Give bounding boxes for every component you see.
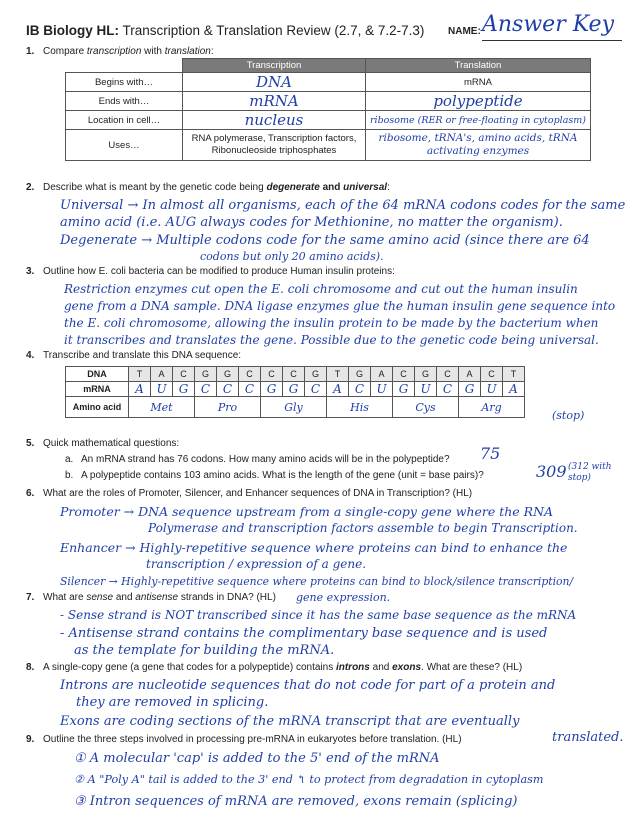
dna-base: G [305,367,327,382]
question-text: A single-copy gene (a gene that codes for a polypeptide) contains [43,662,336,673]
answer-5b: 309 [536,462,567,481]
dna-base: A [459,367,481,382]
question-term: translation [164,46,211,57]
amino-acid-row [66,397,525,418]
dna-base: C [261,367,283,382]
dna-base: G [349,367,371,382]
answer-6-line: gene expression. [296,591,391,604]
dna-base: C [173,367,195,382]
dna-base: C [239,367,261,382]
answer-8-line: translated. [552,730,624,745]
mrna-base: U [415,382,437,397]
mrna-base: U [371,382,393,397]
question-term: sense [86,592,114,603]
amino-acid: Cys [393,397,459,418]
question-text: Compare [43,46,87,57]
question-number: 7. [26,592,35,603]
table-row [66,130,591,161]
row-label: Amino acid [66,397,129,418]
table-row [66,73,591,92]
mrna-base: U [481,382,503,397]
question-number: 6. [26,488,35,499]
answer-2-line: amino acid (i.e. AUG always codes for Methionine, no matter the organism). [60,215,563,230]
answer-3-line: gene from a DNA sample. DNA ligase enzymes glue the human insulin gene sequence into [64,299,616,313]
question-text: Describe what is meant by the genetic code being [43,182,267,193]
mrna-base: A [129,382,151,397]
cell-translation: mRNA [366,73,591,92]
table-header-row [66,59,591,73]
table-row [66,111,591,130]
amino-acid: His [327,397,393,418]
answer-3-line: it transcribes and translates the gene. Possible due to the genetic code being universal. [64,333,599,347]
question-5a [65,454,450,465]
question-1 [26,46,214,57]
answer-2-line: Universal → In almost all organisms, each of the 64 mRNA codons codes for the same [60,198,626,213]
question-term: exons [392,662,422,673]
dna-base: T [327,367,349,382]
header-transcription: Transcription [183,59,366,73]
cell-transcription: mRNA [183,92,366,111]
question-7 [26,592,276,603]
dna-base: C [437,367,459,382]
question-text: : [387,182,390,193]
amino-acid: Met [129,397,195,418]
question-text: Outline the three steps involved in processing pre-mRNA in eukaryotes before translation. (HL) [43,734,462,745]
header-translation: Translation [366,59,591,73]
mrna-base: A [503,382,525,397]
answer-6-line: Silencer → Highly-repetitive sequence where proteins can bind to block/silence transcription/ [60,575,574,588]
question-text: What are [43,592,87,603]
dna-base: G [415,367,437,382]
mrna-row [66,382,525,397]
worksheet-header [26,12,616,44]
answer-7-line: - Antisense strand contains the complimentary base sequence and is used [60,626,548,641]
question-2 [26,182,390,193]
question-text: and [319,182,344,193]
compare-table [65,58,591,161]
answer-3-line: the E. coli chromosome, allowing the insulin protein to be made by the bacterium when [64,316,599,330]
question-4 [26,350,241,361]
answer-9-step: ① A molecular 'cap' is added to the 5' end of the mRNA [74,751,440,766]
dna-base: C [283,367,305,382]
dna-base: T [503,367,525,382]
dna-base: C [393,367,415,382]
amino-acid: Gly [261,397,327,418]
question-text: with [141,46,165,57]
sub-text: A polypeptide contains 103 amino acids. What is the length of the gene (unit = base pairs)? [81,470,484,481]
question-text: and [113,592,136,603]
answer-7-line: as the template for building the mRNA. [74,643,335,658]
answer-6-line: Enhancer → Highly-repetitive sequence where proteins can bind to enhance the [60,540,568,555]
question-text: Quick mathematical questions: [43,438,180,449]
mrna-base: G [173,382,195,397]
question-number: 8. [26,662,35,673]
amino-acid: Arg [459,397,525,418]
mrna-base: C [305,382,327,397]
answer-8-line: they are removed in splicing. [76,695,269,710]
mrna-base: G [393,382,415,397]
cell-transcription: RNA polymerase, Transcription factors, Ribonucleoside triphosphates [183,130,366,161]
answer-2-line: Degenerate → Multiple codons code for the same amino acid (since there are 64 [60,233,590,248]
question-term: antisense [135,592,179,603]
row-label: Location in cell… [66,111,183,130]
stop-codon-note: (stop) [552,409,585,422]
answer-6-line: Promoter → DNA sequence upstream from a single-copy gene where the RNA [60,504,554,519]
name-line [482,40,622,41]
answer-9-step: ③ Intron sequences of mRNA are removed, exons remain (splicing) [74,794,518,809]
question-text: strands in DNA? (HL) [178,592,276,603]
answer-6-line: transcription / expression of a gene. [146,557,367,571]
course-name: IB Biology HL: [26,23,119,38]
answer-9-step: ② A "Poly A" tail is added to the 3' end ↰ to protect from degradation in cytoplasm [74,773,544,786]
mrna-base: U [151,382,173,397]
row-label: Uses… [66,130,183,161]
worksheet-title [26,23,424,38]
question-3 [26,266,395,277]
dna-base: G [195,367,217,382]
answer-3-line: Restriction enzymes cut open the E. coli chromosome and cut out the human insulin [64,282,578,296]
question-term: transcription [86,46,142,57]
answer-8-line: Introns are nucleotide sequences that do not code for part of a protein and [60,678,556,693]
sub-label: a. [65,454,74,465]
sub-label: b. [65,470,74,481]
question-text: and [369,662,393,673]
amino-acid: Pro [195,397,261,418]
mrna-base: C [239,382,261,397]
row-label: DNA [66,367,129,382]
question-8 [26,662,522,673]
question-number: 4. [26,350,35,361]
mrna-base: C [437,382,459,397]
question-term: degenerate [266,182,320,193]
dna-base: A [371,367,393,382]
answer-7-line: - Sense strand is NOT transcribed since it has the same base sequence as the mRNA [60,608,577,622]
mrna-base: G [261,382,283,397]
answer-2-line: codons but only 20 amino acids). [200,250,384,263]
question-number: 9. [26,734,35,745]
mrna-base: C [217,382,239,397]
question-9 [26,734,462,745]
name-value: Answer Key [482,12,614,37]
cell-translation: polypeptide [366,92,591,111]
name-label: NAME: [448,26,481,37]
mrna-base: C [195,382,217,397]
answer-5a: 75 [480,444,501,463]
answer-8-line: Exons are coding sections of the mRNA transcript that are eventually [60,714,520,729]
dna-base: T [129,367,151,382]
question-number: 1. [26,46,35,57]
worksheet-topic: Transcription & Translation Review (2.7, & 7.2-7.3) [119,23,425,38]
dna-base: C [481,367,503,382]
question-term: introns [335,662,370,673]
row-label: mRNA [66,382,129,397]
question-number: 2. [26,182,35,193]
question-5b [65,470,484,481]
question-number: 3. [26,266,35,277]
question-number: 5. [26,438,35,449]
question-term: universal [343,182,388,193]
sub-text: An mRNA strand has 76 codons. How many amino acids will be in the polypeptide? [81,454,450,465]
cell-translation: ribosome (RER or free-floating in cytoplasm) [366,111,591,130]
dna-base: G [217,367,239,382]
mrna-base: A [327,382,349,397]
mrna-base: G [283,382,305,397]
cell-transcription: DNA [183,73,366,92]
table-row [66,92,591,111]
cell-translation: ribosome, tRNA's, amino acids, tRNA activating enzymes [366,130,591,161]
table-corner [66,59,183,73]
cell-transcription: nucleus [183,111,366,130]
mrna-base: G [459,382,481,397]
question-text: Transcribe and translate this DNA sequence: [43,350,242,361]
question-text: Outline how E. coli bacteria can be modified to produce Human insulin proteins: [43,266,395,277]
row-label: Begins with… [66,73,183,92]
dna-row [66,367,525,382]
answer-5b-note: (312 with stop) [568,462,612,483]
question-text: . What are these? (HL) [421,662,523,673]
dna-base: A [151,367,173,382]
mrna-base: C [349,382,371,397]
question-5 [26,438,179,449]
question-text: What are the roles of Promoter, Silencer, and Enhancer sequences of DNA in Transcription? (HL) [43,488,473,499]
row-label: Ends with… [66,92,183,111]
dna-table [65,366,525,418]
answer-6-line: Polymerase and transcription factors assemble to begin Transcription. [148,521,578,535]
question-6 [26,488,472,499]
question-text: : [210,46,214,57]
